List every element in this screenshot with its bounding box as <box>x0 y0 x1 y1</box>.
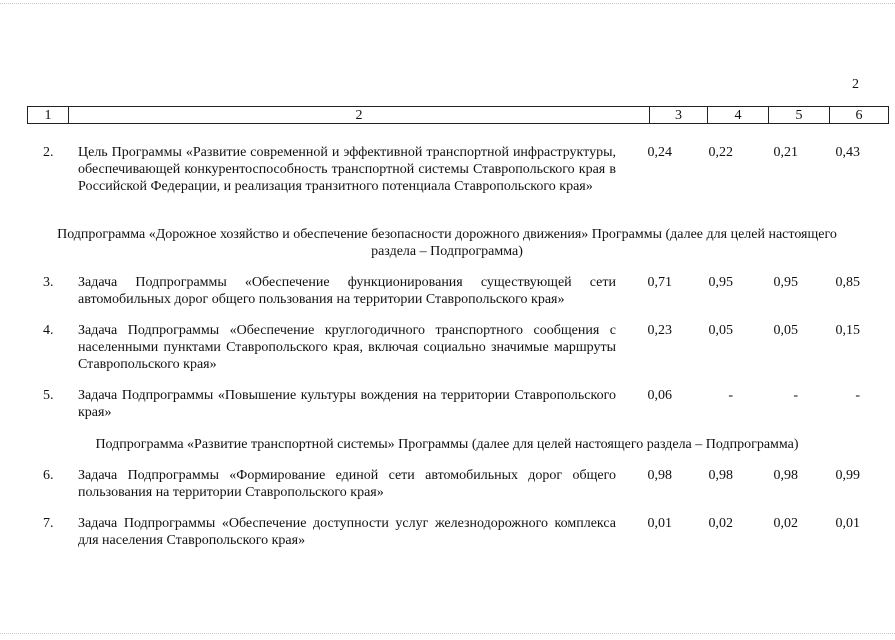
column-header-2: 2 <box>69 107 650 124</box>
value-col-6: 0,99 <box>835 468 860 483</box>
scan-edge-top <box>0 3 895 4</box>
subprogram-heading-text: Подпрограмма «Развитие транспортной системы» Программы (далее для целей настоящего раздела – Подпрограмма) <box>95 437 799 452</box>
column-header-5: 5 <box>769 107 830 124</box>
row-number: 7. <box>43 516 54 531</box>
value-col-6: 0,15 <box>835 323 860 338</box>
row-number: 6. <box>43 468 54 483</box>
row-description: Задача Подпрограммы «Обеспечение доступности услуг железнодорожного комплекса для населения Ставропольского края» <box>78 516 616 548</box>
value-col-5: 0,05 <box>773 323 798 338</box>
value-col-3: 0,23 <box>647 323 672 338</box>
value-col-3: 0,24 <box>647 145 672 160</box>
row-description: Задача Подпрограммы «Формирование единой сети автомобильных дорог общего пользования на территории Ставропольского края» <box>78 468 616 500</box>
value-col-4: 0,95 <box>708 275 733 290</box>
value-col-6: 0,85 <box>835 275 860 290</box>
row-description: Задача Подпрограммы «Обеспечение функционирования существующей сети автомобильных дорог общего пользования на территории Ставропольского края» <box>78 275 616 307</box>
row-description: Задача Подпрограммы «Повышение культуры вождения на территории Ставропольского края» <box>78 388 616 420</box>
value-col-4: 0,22 <box>708 145 733 160</box>
column-header-3: 3 <box>650 107 708 124</box>
value-col-6: - <box>855 388 860 403</box>
value-col-5: 0,98 <box>773 468 798 483</box>
value-col-5: 0,95 <box>773 275 798 290</box>
row-number: 3. <box>43 275 54 290</box>
value-col-4: 0,05 <box>708 323 733 338</box>
row-description: Цель Программы «Развитие современной и эффективной транспортной инфраструктуры, обеспечивающей конкурентоспособность транспортной системы Ставропольского края в Российской Федерации, и реализация транзитного потенциала Ставропольского края» <box>78 145 616 194</box>
value-col-3: 0,71 <box>647 275 672 290</box>
value-col-3: 0,98 <box>647 468 672 483</box>
subprogram-heading-text: Подпрограмма «Дорожное хозяйство и обеспечение безопасности дорожного движения» Программы (далее для целей настоящего раздела – Подпрограмма) <box>57 227 837 259</box>
column-header-1: 1 <box>28 107 69 124</box>
value-col-6: 0,01 <box>835 516 860 531</box>
value-col-5: 0,02 <box>773 516 798 531</box>
value-col-4: - <box>728 388 733 403</box>
value-col-4: 0,02 <box>708 516 733 531</box>
value-col-4: 0,98 <box>708 468 733 483</box>
value-col-6: 0,43 <box>835 145 860 160</box>
value-col-5: - <box>793 388 798 403</box>
value-col-5: 0,21 <box>773 145 798 160</box>
column-header-4: 4 <box>708 107 769 124</box>
scan-edge-bottom <box>0 633 895 634</box>
row-number: 2. <box>43 145 54 160</box>
column-number-header <box>27 106 889 124</box>
page-number: 2 <box>852 77 859 92</box>
row-number: 4. <box>43 323 54 338</box>
column-header-6: 6 <box>830 107 889 124</box>
row-description: Задача Подпрограммы «Обеспечение круглогодичного транспортного сообщения с населенными пунктами Ставропольского края, включая социально значимые маршруты Ставропольского края» <box>78 323 616 372</box>
row-number: 5. <box>43 388 54 403</box>
value-col-3: 0,01 <box>647 516 672 531</box>
value-col-3: 0,06 <box>647 388 672 403</box>
